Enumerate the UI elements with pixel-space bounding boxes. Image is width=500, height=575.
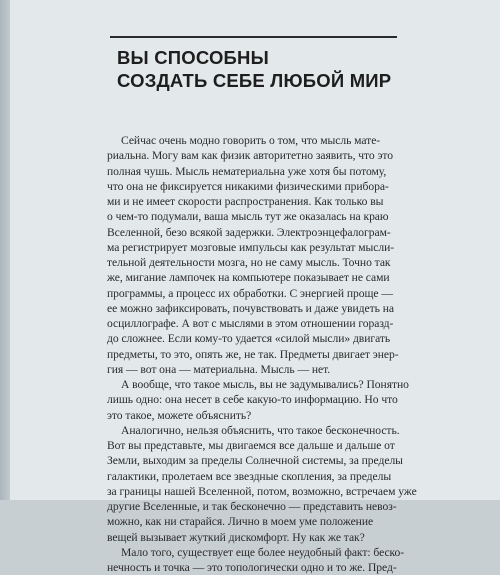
text-line: галактики, пролетаем все звездные скопления, за пределы xyxy=(107,469,392,483)
text-line: нечность и точка — это топологически одно и то же. Пред- xyxy=(107,561,397,574)
chapter-heading-line-1: ВЫ СПОСОБНЫ xyxy=(117,47,269,68)
text-line: риальна. Могу вам как физик авторитетно заявить, что это xyxy=(107,149,394,163)
text-line: Вселенной, безо всякой задержки. Электроэнцефалограм- xyxy=(107,225,391,239)
text-line: что она не фиксируется никакими физическими прибора- xyxy=(107,179,389,193)
text-line: Сейчас очень модно говорить о том, что мысль мате- xyxy=(121,134,381,147)
text-line: ма регистрирует мозговые импульсы как результат мысли- xyxy=(107,240,395,254)
text-line: за границы нашей Вселенной, потом, возможно, встречаем уже xyxy=(107,484,417,498)
text-line: полная чушь. Мысль нематериальна уже хотя бы потому, xyxy=(107,164,387,178)
text-line: можно, как ни старайся. Лично в моем уме положение xyxy=(107,515,374,529)
body-text xyxy=(107,133,417,575)
text-line: Вот вы представьте, мы двигаемся все дальше и дальше от xyxy=(107,439,395,452)
text-line: до сложнее. Если кому-то удается «силой мысли» двигать xyxy=(107,332,391,346)
text-line: осциллографе. А вот с мыслями в этом отношении горазд- xyxy=(107,317,394,330)
text-line: лишь одно: она несет в себе какую-то информацию. Но что xyxy=(107,393,398,407)
text-line: А вообще, что такое мысль, вы не задумывались? Понятно xyxy=(121,378,409,391)
chapter-heading-line-2: СОЗДАТЬ СЕБЕ ЛЮБОЙ МИР xyxy=(117,70,392,91)
text-line: Мало того, существует еще более неудобный факт: беско- xyxy=(121,545,405,559)
text-line: тельной деятельности мозга, но не саму мысль. Точно так xyxy=(107,256,391,269)
text-line: вещей вызывает жуткий дискомфорт. Ну как же так? xyxy=(107,530,365,544)
text-line: Земли, выходим за пределы Солнечной системы, за пределы xyxy=(107,454,403,468)
text-line: другие Вселенные, и так бесконечно — представить невоз- xyxy=(107,500,397,513)
text-line: программы, а процесс их обработки. С энергией проще — xyxy=(107,286,393,300)
text-line: это такое, можете объяснить? xyxy=(107,408,252,422)
text-line: о чем-то подумали, ваша мысль тут же оказалась на краю xyxy=(107,210,389,224)
text-line: ми и не имеет скорости распространения. Как только вы xyxy=(107,195,384,208)
text-line: ее можно зафиксировать, почувствовать и даже увидеть на xyxy=(107,301,394,315)
text-line: предметы, то это, опять же, не так. Предметы двигает энер- xyxy=(107,347,399,361)
text-line: гия — вот она — материальна. Мысль — нет. xyxy=(107,362,331,376)
chapter-heading xyxy=(117,46,417,92)
text-line: Аналогично, нельзя объяснить, что такое бесконечность. xyxy=(121,423,400,437)
heading-rule xyxy=(110,36,397,38)
text-line: же, мигание лампочек на компьютере показывает не сами xyxy=(107,271,390,285)
